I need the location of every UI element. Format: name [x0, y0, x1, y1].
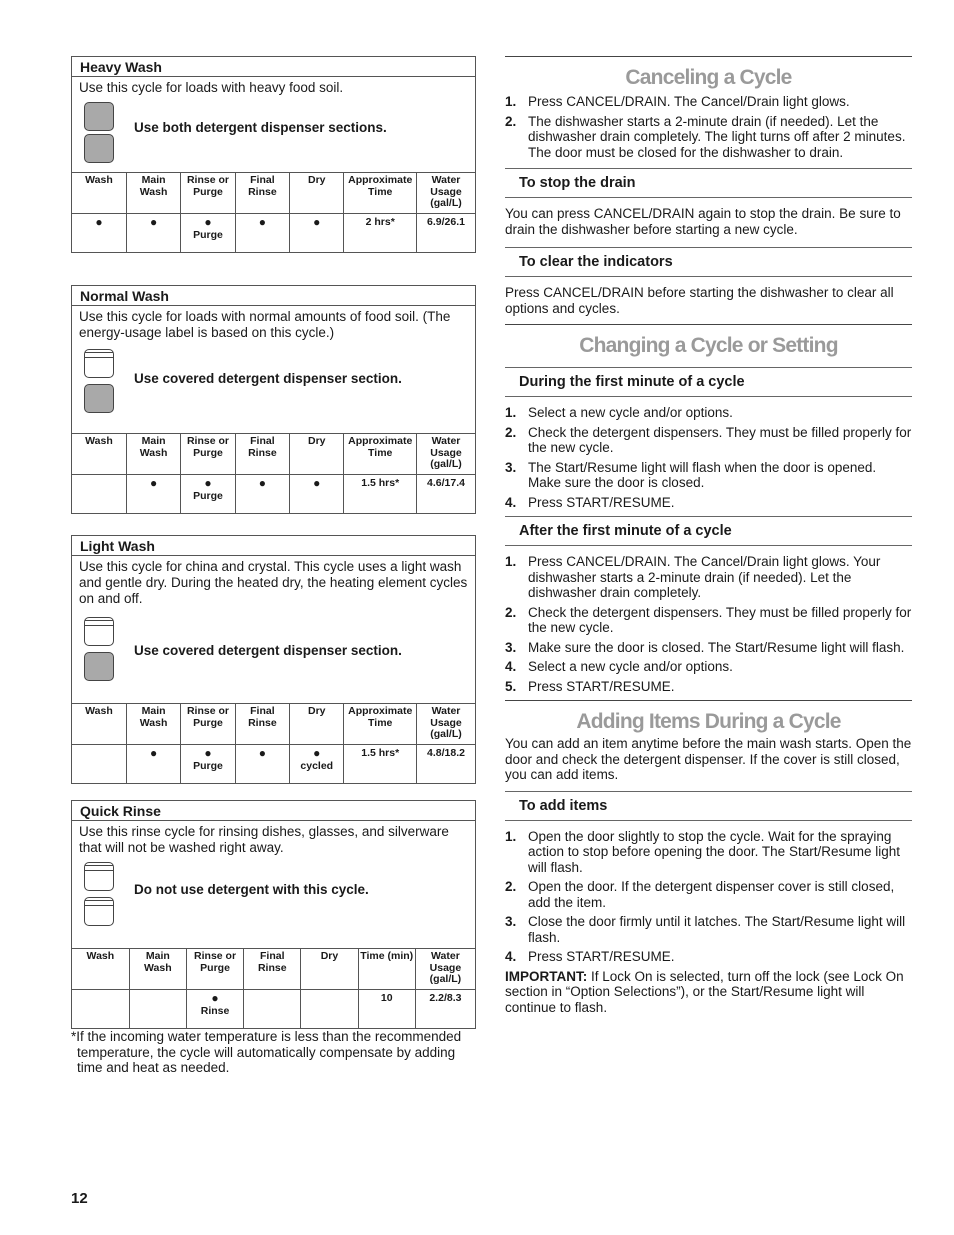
cycle-title: Quick Rinse: [72, 801, 475, 821]
col-header-dry: Dry: [301, 949, 358, 990]
cell-final-rinse: ●: [235, 475, 289, 514]
cell-final-rinse: [244, 990, 301, 1029]
subheading-stop-drain: To stop the drain: [505, 168, 912, 198]
cell-time: 1.5 hrs*: [344, 475, 417, 514]
cell-rinse: ● Purge: [181, 214, 235, 253]
cycle-title: Normal Wash: [72, 286, 475, 306]
col-header-main-wash: Main Wash: [126, 704, 180, 745]
cell-wash: [72, 990, 129, 1029]
footnote-line: temperature, the cycle will automatically compensate by adding: [77, 1044, 456, 1060]
dispenser-covered-icon: [84, 349, 114, 378]
first-minute-steps: [505, 405, 912, 510]
col-header-main-wash: Main Wash: [129, 949, 186, 990]
dispenser-note: Use both detergent dispenser sections.: [134, 120, 387, 135]
dispenser-note: Do not use detergent with this cycle.: [134, 882, 369, 897]
divider: [505, 56, 912, 57]
canceling-steps: [505, 94, 912, 160]
cycle-description: Use this cycle for china and crystal. This cycle uses a light wash and gentle dry. During the heated dry, the heating element cycles on and off.: [79, 559, 468, 606]
dispenser-row: [72, 349, 475, 433]
section-heading-changing: Changing a Cycle or Setting: [579, 334, 838, 357]
cycle-spec-table: [72, 433, 475, 513]
cell-water: 4.8/18.2: [416, 745, 475, 784]
col-header-dry: Dry: [290, 704, 344, 745]
cycle-title: Light Wash: [72, 536, 475, 556]
footnote: [71, 1029, 476, 1076]
list-item: 3. The Start/Resume light will flash when the door is opened. Make sure the door is closed.: [505, 459, 877, 490]
dispenser-solid-icon: [84, 384, 114, 413]
section-heading-adding: Adding Items During a Cycle: [576, 710, 841, 733]
instructions-column: [505, 56, 912, 1015]
table-header-row: [72, 949, 475, 990]
cell-water: 6.9/26.1: [416, 214, 475, 253]
list-item: 1. Press CANCEL/DRAIN. The Cancel/Drain light glows. Your dishwasher starts a 2-minute drain (if needed). Let the dishwasher drain completely.: [505, 554, 881, 600]
dispenser-solid-icon: [84, 134, 114, 163]
cell-water: 2.2/8.3: [415, 990, 475, 1029]
subheading-first-minute: During the first minute of a cycle: [505, 367, 912, 397]
cycle-spec-table: [72, 172, 475, 252]
dispenser-row: [72, 617, 475, 703]
subheading-add-items: To add items: [505, 791, 912, 821]
list-item: 1. Open the door slightly to stop the cycle. Wait for the spraying action to stop before opening the door. The Start/Resume light will flash.: [505, 828, 900, 875]
table-row: [72, 990, 475, 1029]
dispenser-note: Use covered detergent dispenser section.: [134, 371, 402, 386]
cycle-spec-table: [72, 703, 475, 783]
cell-rinse: ● Purge: [181, 475, 235, 514]
paragraph: Press CANCEL/DRAIN before starting the dishwasher to clear all options and cycles.: [505, 285, 894, 316]
list-item: 2. Open the door. If the detergent dispenser cover is still closed, add the item.: [505, 879, 895, 910]
cell-time: 2 hrs*: [344, 214, 417, 253]
cycle-box-quick-rinse: [71, 800, 476, 1029]
cell-rinse: ● Purge: [181, 745, 235, 784]
cell-wash: ●: [72, 214, 126, 253]
col-header-rinse-or-purge: Rinse or Purge: [186, 949, 243, 990]
col-header-water-usage: Water Usage (gal/L): [416, 173, 475, 214]
divider: [505, 700, 912, 701]
dispenser-covered-icon: [84, 897, 114, 926]
list-item: 4. Press START/RESUME.: [505, 494, 675, 510]
dispenser-note: Use covered detergent dispenser section.: [134, 643, 402, 658]
cycle-description: Use this rinse cycle for rinsing dishes, glasses, and silverware that will not be washed right away.: [79, 824, 449, 855]
cycle-description: Use this cycle for loads with normal amounts of food soil. (The energy-usage label is based on this cycle.): [79, 309, 451, 340]
col-header-main-wash: Main Wash: [126, 434, 180, 475]
col-header-final-rinse: Final Rinse: [235, 704, 289, 745]
dispenser-row: [72, 102, 475, 172]
dispenser-covered-icon: [84, 862, 114, 891]
col-header-approx-time: Approximate Time: [344, 434, 417, 475]
col-header-water-usage: Water Usage (gal/L): [415, 949, 475, 990]
col-header-final-rinse: Final Rinse: [235, 173, 289, 214]
cell-main-wash: ●: [126, 475, 180, 514]
cell-dry: ●: [290, 475, 344, 514]
col-header-main-wash: Main Wash: [126, 173, 180, 214]
col-header-wash: Wash: [72, 434, 126, 475]
subheading-after-first-minute: After the first minute of a cycle: [505, 516, 912, 546]
paragraph: You can press CANCEL/DRAIN again to stop the drain. Be sure to drain the dishwasher before starting a new cycle.: [505, 206, 901, 237]
table-row: [72, 745, 475, 784]
cycle-box-light-wash: [71, 535, 476, 784]
cell-time: 1.5 hrs*: [344, 745, 417, 784]
col-header-final-rinse: Final Rinse: [235, 434, 289, 475]
dispenser-covered-icon: [84, 617, 114, 646]
footnote-line: *If the incoming water temperature is less than the recommended: [71, 1029, 462, 1044]
cell-final-rinse: ●: [235, 745, 289, 784]
cell-wash: [72, 475, 126, 514]
cycle-title: Heavy Wash: [72, 57, 475, 77]
table-header-row: [72, 704, 475, 745]
col-header-wash: Wash: [72, 949, 129, 990]
col-header-approx-time: Approximate Time: [344, 173, 417, 214]
table-row: [72, 475, 475, 514]
list-item: 4. Press START/RESUME.: [505, 949, 675, 964]
footnote-line: time and heat as needed.: [77, 1060, 230, 1075]
cycle-box-normal-wash: [71, 285, 476, 514]
subheading-clear-indicators: To clear the indicators: [505, 247, 912, 277]
col-header-wash: Wash: [72, 704, 126, 745]
divider: [505, 324, 912, 325]
list-item: 3. Close the door firmly until it latches. The Start/Resume light will flash.: [505, 914, 906, 945]
col-header-water-usage: Water Usage (gal/L): [416, 434, 475, 475]
col-header-wash: Wash: [72, 173, 126, 214]
cycle-spec-table: [72, 948, 475, 1028]
cycle-box-heavy-wash: [71, 56, 476, 253]
list-item: 1. Press CANCEL/DRAIN. The Cancel/Drain light glows.: [505, 94, 850, 109]
table-header-row: [72, 434, 475, 475]
cycle-description: Use this cycle for loads with heavy food soil.: [79, 80, 344, 95]
cell-main-wash: ●: [126, 214, 180, 253]
cell-dry: ●: [290, 214, 344, 253]
cell-main-wash: [129, 990, 186, 1029]
dispenser-row: [72, 862, 475, 948]
col-header-dry: Dry: [290, 173, 344, 214]
list-item: 2. Check the detergent dispensers. They must be filled properly for the new cycle.: [505, 604, 912, 635]
dispenser-solid-icon: [84, 652, 114, 681]
cell-main-wash: ●: [126, 745, 180, 784]
table-row: [72, 214, 475, 253]
section-heading-canceling: Canceling a Cycle: [625, 66, 792, 89]
page-number: 12: [71, 1190, 88, 1207]
list-item: 2. Check the detergent dispensers. They must be filled properly for the new cycle.: [505, 424, 912, 455]
cell-dry: [301, 990, 358, 1029]
cell-wash: [72, 745, 126, 784]
list-item: 5. Press START/RESUME.: [505, 678, 675, 694]
col-header-rinse-or-purge: Rinse or Purge: [181, 434, 235, 475]
table-header-row: [72, 173, 475, 214]
col-header-approx-time: Approximate Time: [344, 704, 417, 745]
after-first-minute-steps: [505, 554, 912, 694]
list-item: 1. Select a new cycle and/or options.: [505, 405, 733, 420]
cell-time: 10: [358, 990, 415, 1029]
col-header-water-usage: Water Usage (gal/L): [416, 704, 475, 745]
cell-dry: ● cycled: [290, 745, 344, 784]
col-header-rinse-or-purge: Rinse or Purge: [181, 173, 235, 214]
cell-water: 4.6/17.4: [416, 475, 475, 514]
col-header-dry: Dry: [290, 434, 344, 475]
dispenser-solid-icon: [84, 102, 114, 131]
list-item: 4. Select a new cycle and/or options.: [505, 659, 733, 674]
col-header-rinse-or-purge: Rinse or Purge: [181, 704, 235, 745]
important-note: IMPORTANT: If Lock On is selected, turn off the lock (see Lock On section in “Option Selections”), or the Start/Resume light will continue to flash.: [505, 968, 904, 1015]
cell-final-rinse: ●: [235, 214, 289, 253]
cell-rinse: ● Rinse: [186, 990, 243, 1029]
col-header-final-rinse: Final Rinse: [244, 949, 301, 990]
list-item: 2. The dishwasher starts a 2-minute drain (if needed). Let the dishwasher drain completely. The light turns off after 2 minutes. The door must be closed for the dishwasher to drain.: [505, 113, 906, 160]
add-items-steps: [505, 829, 912, 965]
list-item: 3. Make sure the door is closed. The Start/Resume light will flash.: [505, 639, 905, 655]
paragraph: You can add an item anytime before the main wash starts. Open the door and check the detergent dispenser. If the cover is still closed, you can add items.: [505, 736, 912, 782]
col-header-time-min: Time (min): [358, 949, 415, 990]
